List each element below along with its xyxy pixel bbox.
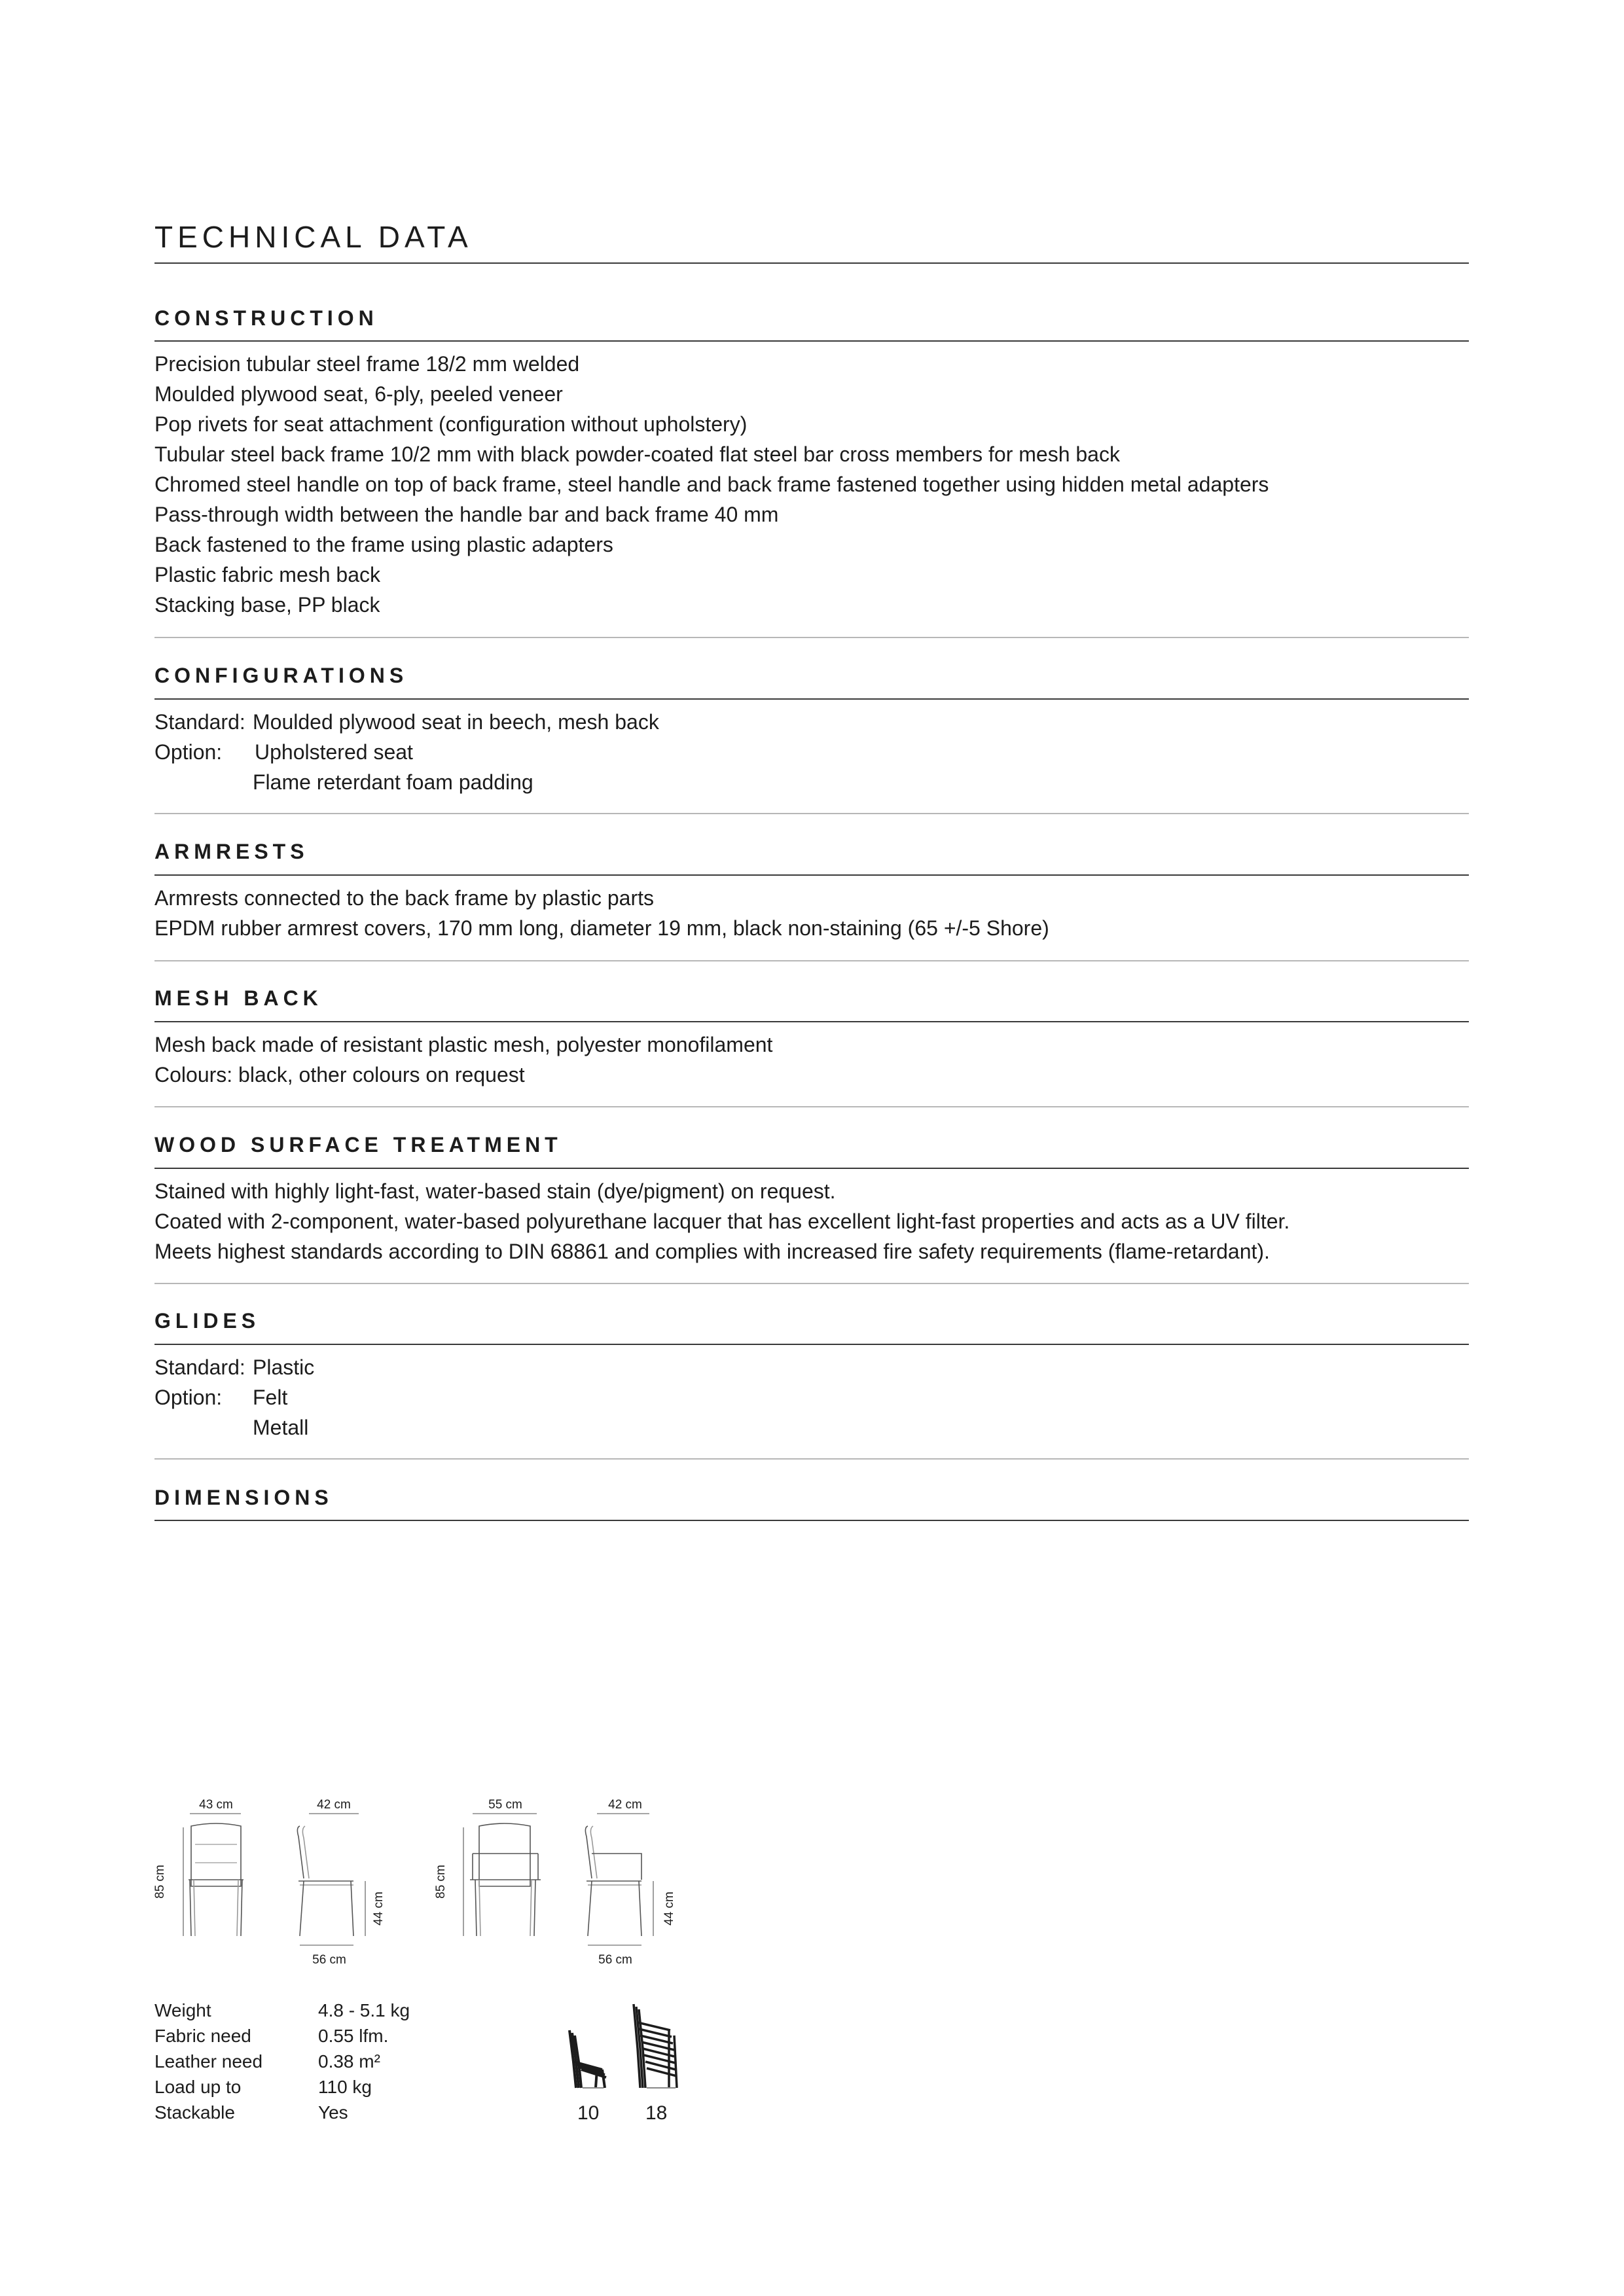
section-title-wood-surface: WOOD SURFACE TREATMENT — [154, 1133, 562, 1157]
glides-option-row — [154, 1412, 314, 1443]
section-divider — [154, 637, 1469, 638]
spec-label: Leather need — [154, 2051, 263, 2072]
section-divider — [154, 960, 1469, 961]
section-rule — [154, 1021, 1469, 1022]
construction-line: Pass-through width between the handle bar and back frame 40 mm — [154, 503, 779, 526]
config-option-row — [154, 737, 659, 767]
section-title-glides: GLIDES — [154, 1309, 261, 1333]
glides-standard-label: Standard: — [154, 1355, 245, 1379]
glides-standard-value: Plastic — [253, 1355, 315, 1379]
chair-side-view — [297, 1814, 365, 1945]
config-option-row — [154, 767, 659, 797]
section-title-construction: CONSTRUCTION — [154, 306, 378, 330]
section-title-mesh-back: MESH BACK — [154, 986, 323, 1010]
armchair-side-view — [585, 1814, 653, 1945]
spec-label: Weight — [154, 2000, 211, 2020]
glides-standard-row — [154, 1352, 314, 1382]
mesh-back-line: Colours: black, other colours on request — [154, 1063, 525, 1086]
config-standard-label: Standard: — [154, 710, 245, 734]
section-divider — [154, 1458, 1469, 1460]
dim-label: 44 cm — [372, 1892, 386, 1926]
spec-table — [154, 1998, 410, 2125]
dim-label: 85 cm — [153, 1865, 167, 1899]
wood-surface-line: Stained with highly light-fast, water-based stain (dye/pigment) on request. — [154, 1179, 836, 1203]
dim-label: 55 cm — [488, 1798, 522, 1812]
construction-line: Back fastened to the frame using plastic adapters — [154, 533, 613, 556]
spec-row — [154, 2049, 410, 2074]
dim-label: 42 cm — [317, 1798, 351, 1812]
section-divider — [154, 1283, 1469, 1284]
construction-line: Tubular steel back frame 10/2 mm with black powder-coated flat steel bar cross members for mesh back — [154, 442, 1120, 466]
mesh-back-line: Mesh back made of resistant plastic mesh, polyester monofilament — [154, 1033, 773, 1056]
wood-surface-text — [154, 1176, 1290, 1266]
config-standard-value: Moulded plywood seat in beech, mesh back — [253, 710, 659, 734]
mesh-back-text — [154, 1030, 772, 1090]
stack-10-icon — [569, 2030, 606, 2088]
wood-surface-line: Meets highest standards according to DIN 68861 and complies with increased fire safety requirements (flame-retardant). — [154, 1240, 1270, 1263]
construction-line: Precision tubular steel frame 18/2 mm welded — [154, 352, 580, 376]
page-title: TECHNICAL DATA — [154, 220, 473, 254]
glides-option-value: Felt — [253, 1386, 288, 1409]
section-divider — [154, 813, 1469, 814]
spec-row — [154, 2023, 410, 2049]
section-title-dimensions: DIMENSIONS — [154, 1486, 333, 1509]
config-option-value: Upholstered seat — [255, 740, 413, 764]
spec-label: Fabric need — [154, 2026, 251, 2046]
config-option-label: Option: — [154, 740, 223, 764]
stack-count-large: 18 — [645, 2102, 668, 2124]
spec-value: 110 kg — [318, 2077, 372, 2097]
section-title-configurations: CONFIGURATIONS — [154, 664, 408, 687]
dim-label: 44 cm — [662, 1892, 676, 1926]
section-rule — [154, 1168, 1469, 1169]
spec-value: 4.8 - 5.1 kg — [318, 2000, 410, 2020]
construction-line: Stacking base, PP black — [154, 593, 380, 617]
stack-count-small: 10 — [577, 2102, 600, 2124]
spec-row — [154, 1998, 410, 2023]
armchair-front-view — [463, 1814, 541, 1936]
section-title-armrests: ARMRESTS — [154, 840, 309, 863]
glides-option-row — [154, 1382, 314, 1412]
spec-value: 0.55 lfm. — [318, 2026, 389, 2046]
wood-surface-line: Coated with 2-component, water-based polyurethane lacquer that has excellent light-fast properties and acts as a UV filter. — [154, 1210, 1290, 1233]
dim-label: 43 cm — [199, 1798, 233, 1812]
dim-label: 85 cm — [434, 1865, 448, 1899]
section-rule — [154, 1520, 1469, 1521]
section-rule — [154, 340, 1469, 342]
spec-value: Yes — [318, 2102, 348, 2123]
armrests-line: Armrests connected to the back frame by plastic parts — [154, 886, 654, 910]
construction-line: Pop rivets for seat attachment (configuration without upholstery) — [154, 412, 748, 436]
spec-label: Stackable — [154, 2102, 235, 2123]
title-rule — [154, 262, 1469, 264]
spec-value: 0.38 m² — [318, 2051, 380, 2072]
section-rule — [154, 698, 1469, 700]
glides-option-value: Metall — [253, 1416, 309, 1439]
stacking-icons — [556, 1996, 687, 2101]
section-rule — [154, 1344, 1469, 1345]
glides-text — [154, 1352, 314, 1443]
section-rule — [154, 874, 1469, 876]
config-standard-row — [154, 707, 659, 737]
construction-line: Plastic fabric mesh back — [154, 563, 381, 586]
spec-row — [154, 2074, 410, 2100]
spec-row — [154, 2100, 410, 2125]
construction-text — [154, 349, 1269, 620]
dim-label: 42 cm — [608, 1798, 642, 1812]
glides-option-label: Option: — [154, 1386, 223, 1409]
construction-line: Chromed steel handle on top of back frame, steel handle and back frame fastened together using hidden metal adapters — [154, 473, 1269, 496]
stack-18-icon — [634, 2004, 677, 2088]
armrests-text — [154, 883, 1049, 943]
dimension-drawings — [144, 1780, 733, 1977]
config-option-value: Flame reterdant foam padding — [253, 770, 533, 794]
dim-label: 56 cm — [598, 1953, 632, 1967]
construction-line: Moulded plywood seat, 6-ply, peeled veneer — [154, 382, 563, 406]
spec-label: Load up to — [154, 2077, 242, 2097]
chair-front-view — [183, 1814, 244, 1936]
section-divider — [154, 1106, 1469, 1107]
dim-label: 56 cm — [312, 1953, 346, 1967]
armrests-line: EPDM rubber armrest covers, 170 mm long, diameter 19 mm, black non-staining (65 +/-5 Shore) — [154, 916, 1049, 940]
configurations-text — [154, 707, 659, 797]
